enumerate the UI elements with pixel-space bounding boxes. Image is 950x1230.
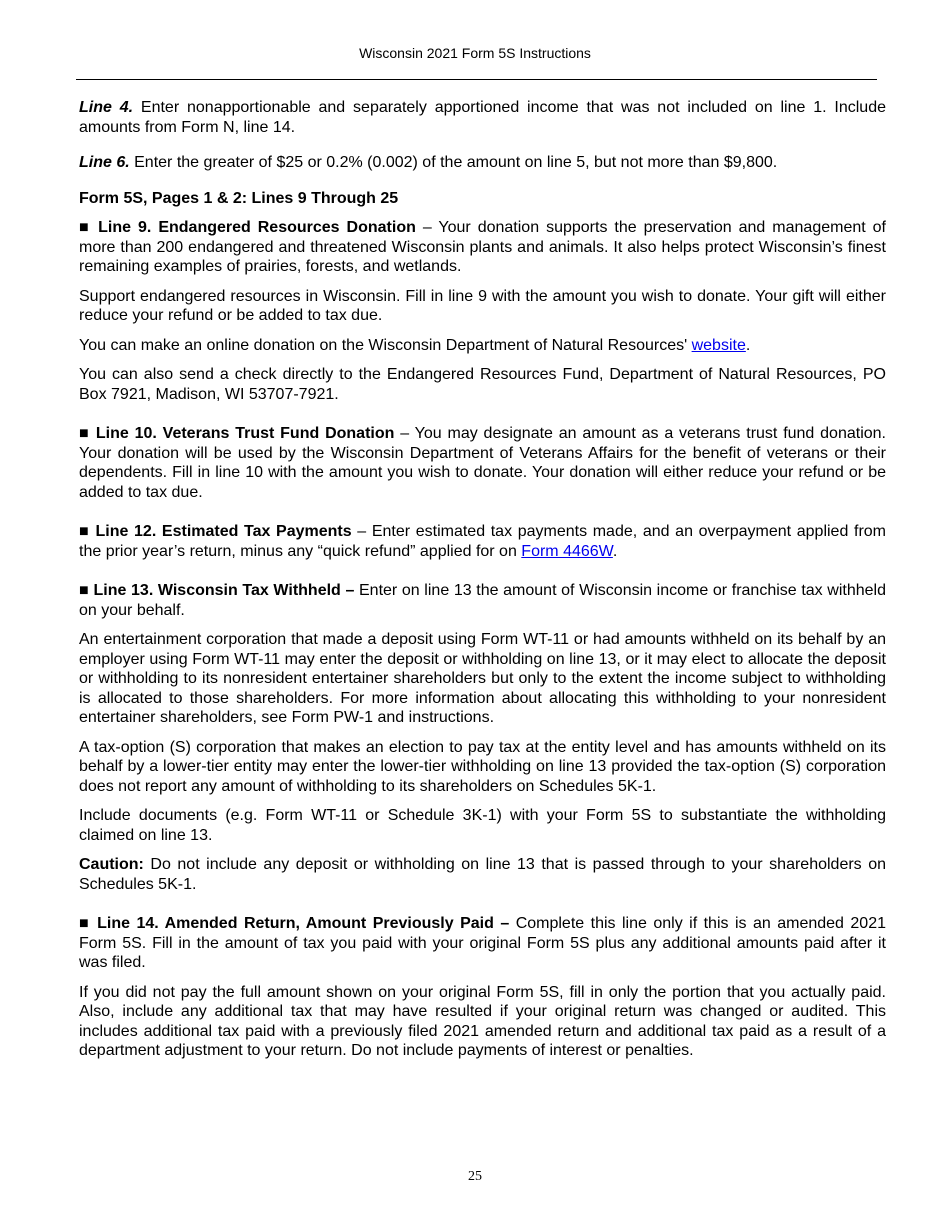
line9-online-text: You can make an online donation on the Wisconsin Department of Natural Resources': [79, 336, 692, 354]
line4-label: Line 4.: [79, 99, 134, 116]
line9-label: ■ Line 9. Endangered Resources Donation: [79, 219, 416, 236]
line14-label: ■ Line 14. Amended Return, Amount Previously Paid –: [79, 915, 510, 932]
line13-caution-paragraph: [79, 855, 886, 894]
line6-label: Line 6.: [79, 154, 130, 171]
line4-paragraph: [79, 98, 886, 137]
line9-online-end: .: [745, 336, 751, 354]
line10-text: – You may designate an amount as a veterans trust fund donation. Your donation will be used by the Wisconsin Department of Veterans Affairs for the benefit of veterans or their dependents. Fill in line 10 with the amount you wish to donate. Your donation will either reduce your refund or be added to tax due.: [79, 425, 886, 501]
line9-online-paragraph: [79, 336, 886, 356]
website-link[interactable]: website: [691, 336, 746, 354]
line13-paragraph: [79, 581, 886, 620]
page-header: Wisconsin 2021 Form 5S Instructions: [359, 45, 591, 61]
caution-label: Caution:: [79, 856, 144, 873]
line12-paragraph: [79, 522, 886, 561]
line6-paragraph: [79, 153, 886, 173]
line13-documents-paragraph: Include documents (e.g. Form WT-11 or Schedule 3K-1) with your Form 5S to substantiate the withholding claimed on line 13.: [79, 807, 886, 844]
line9-text: – Your donation supports the preservation and management of more than 200 endangered and threatened Wisconsin plants and animals. It also helps protect Wisconsin’s finest remaining examples of prairies, forests, and wetlands.: [79, 219, 887, 275]
section-heading: Form 5S, Pages 1 & 2: Lines 9 Through 25: [79, 189, 399, 207]
line13-text: Enter on line 13 the amount of Wisconsin income or franchise tax withheld on your behalf.: [79, 582, 887, 619]
line13-label: ■ Line 13. Wisconsin Tax Withheld –: [79, 582, 355, 599]
line4-text: Enter nonapportionable and separately apportioned income that was not included on line 1. Include amounts from Form N, line 14.: [79, 99, 886, 136]
line10-label: ■ Line 10. Veterans Trust Fund Donation: [79, 425, 395, 442]
line13-entertainment-paragraph: An entertainment corporation that made a deposit using Form WT-11 or had amounts withheld on its behalf by an employer using Form WT-11 may enter the deposit or withholding on line 13, or it may elect to allocate the deposit or withholding to its nonresident entertainer shareholders but only to the extent the income subject to withholding is allocated to those shareholders. For more information about allocating this withholding to your nonresident entertainer shareholders, see Form PW-1 and instructions.: [79, 631, 886, 726]
line14-text: Complete this line only if this is an amended 2021 Form 5S. Fill in the amount of tax you paid with your original Form 5S plus any additional amounts paid after it was filed.: [79, 915, 886, 971]
line12-end: .: [612, 542, 618, 560]
page-number: 25: [468, 1169, 482, 1184]
line12-text: – Enter estimated tax payments made, and an overpayment applied from the prior year’s return, minus any “quick refund” applied for on: [79, 523, 887, 560]
caution-text: Do not include any deposit or withholding on line 13 that is passed through to your shareholders on Schedules 5K-1.: [79, 856, 886, 893]
line9-check-paragraph: You can also send a check directly to the Endangered Resources Fund, Department of Natural Resources, PO Box 7921, Madison, WI 53707-7921.: [79, 366, 886, 403]
line9-support-paragraph: Support endangered resources in Wisconsin. Fill in line 9 with the amount you wish to donate. Your gift will either reduce your refund or be added to tax due.: [79, 287, 886, 324]
line10-paragraph: [79, 424, 886, 502]
line6-text: Enter the greater of $25 or 0.2% (0.002) of the amount on line 5, but not more than $9,800.: [129, 154, 778, 171]
instructions-body: [79, 98, 886, 1071]
line14-full-amount-paragraph: If you did not pay the full amount shown on your original Form 5S, fill in only the portion that you actually paid. Also, include any additional tax that may have resulted if your original return was changed or audited. This includes additional tax paid with a previously filed 2021 amended return and additional tax paid as a result of a department adjustment to your return. Do not include payments of interest or penalties.: [79, 983, 886, 1059]
form-4466w-link[interactable]: Form 4466W: [521, 542, 613, 560]
line13-tax-option-paragraph: A tax-option (S) corporation that makes an election to pay tax at the entity level and has amounts withheld on its behalf by a lower-tier entity may enter the lower-tier withholding on line 13 provided the tax-option (S) corporation does not report any amount of withholding to its shareholders on Schedules 5K-1.: [79, 738, 886, 795]
line14-paragraph: [79, 914, 886, 973]
line9-paragraph: [79, 218, 886, 277]
line12-label: ■ Line 12. Estimated Tax Payments: [79, 523, 352, 540]
header-divider: [76, 79, 877, 80]
